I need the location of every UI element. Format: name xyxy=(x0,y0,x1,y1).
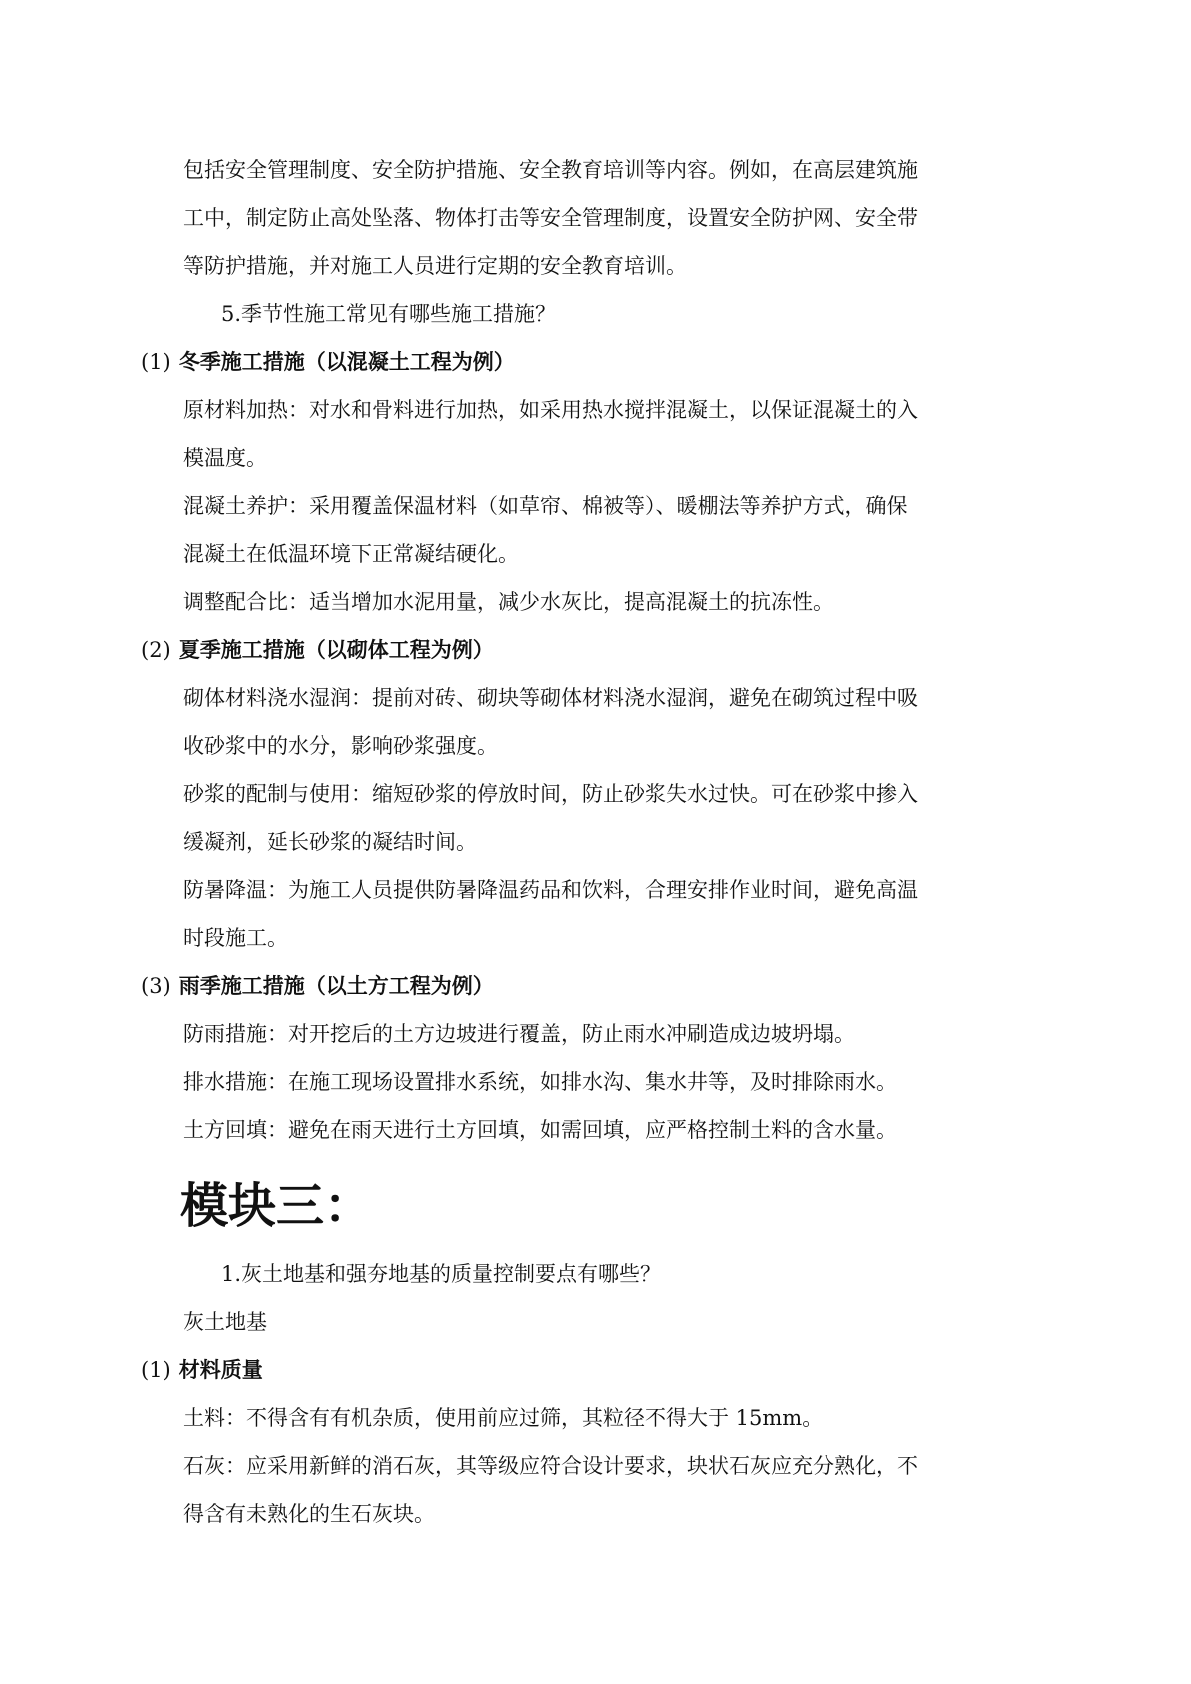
paragraph-line: 模温度。 xyxy=(183,446,267,470)
section-title: 材料质量 xyxy=(178,1358,263,1382)
paragraph-line: 排水措施：在施工现场设置排水系统，如排水沟、集水井等，及时排除雨水。 xyxy=(183,1070,897,1094)
paragraph-line: 时段施工。 xyxy=(183,926,288,950)
paragraph-line: 砂浆的配制与使用：缩短砂浆的停放时间，防止砂浆失水过快。可在砂浆中掺入 xyxy=(183,782,918,806)
paragraph-line: 收砂浆中的水分，影响砂浆强度。 xyxy=(183,734,498,758)
section-number: (1) xyxy=(141,350,171,374)
paragraph-line: 工中，制定防止高处坠落、物体打击等安全管理制度，设置安全防护网、安全带 xyxy=(183,206,918,230)
paragraph-line: 原材料加热：对水和骨料进行加热，如采用热水搅拌混凝土，以保证混凝土的入 xyxy=(183,398,918,422)
paragraph-line: 混凝土养护：采用覆盖保温材料（如草帘、棉被等）、暖棚法等养护方式，确保 xyxy=(183,494,908,518)
section-number: (3) xyxy=(141,974,171,998)
module-heading: 模块三： xyxy=(180,1178,373,1234)
section-title: 冬季施工措施（以混凝土工程为例） xyxy=(178,350,515,374)
section-heading xyxy=(141,971,494,1001)
paragraph-line: 石灰：应采用新鲜的消石灰，其等级应符合设计要求，块状石灰应充分熟化，不 xyxy=(183,1454,918,1478)
paragraph-line: 防雨措施：对开挖后的土方边坡进行覆盖，防止雨水冲刷造成边坡坍塌。 xyxy=(183,1022,855,1046)
paragraph-line: 砌体材料浇水湿润：提前对砖、砌块等砌体材料浇水湿润，避免在砌筑过程中吸 xyxy=(183,686,918,710)
question-heading: 1.灰土地基和强夯地基的质量控制要点有哪些？ xyxy=(221,1262,662,1286)
section-heading xyxy=(141,347,515,377)
section-title: 夏季施工措施（以砌体工程为例） xyxy=(178,638,494,662)
paragraph-line: 土方回填：避免在雨天进行土方回填，如需回填，应严格控制土料的含水量。 xyxy=(183,1118,897,1142)
paragraph-line: 包括安全管理制度、安全防护措施、安全教育培训等内容。例如，在高层建筑施 xyxy=(183,158,918,182)
paragraph-line: 调整配合比：适当增加水泥用量，减少水灰比，提高混凝土的抗冻性。 xyxy=(183,590,834,614)
paragraph-line: 防暑降温：为施工人员提供防暑降温药品和饮料，合理安排作业时间，避免高温 xyxy=(183,878,918,902)
paragraph-line: 缓凝剂，延长砂浆的凝结时间。 xyxy=(183,830,477,854)
paragraph-line: 混凝土在低温环境下正常凝结硬化。 xyxy=(183,542,519,566)
section-heading xyxy=(141,1355,263,1385)
paragraph-line: 得含有未熟化的生石灰块。 xyxy=(183,1502,435,1526)
section-heading xyxy=(141,635,494,665)
paragraph-line: 土料：不得含有有机杂质，使用前应过筛，其粒径不得大于 15mm。 xyxy=(183,1406,824,1430)
paragraph-line: 等防护措施，并对施工人员进行定期的安全教育培训。 xyxy=(183,254,687,278)
question-heading: 5.季节性施工常见有哪些施工措施？ xyxy=(221,302,557,326)
section-number: (1) xyxy=(141,1358,171,1382)
section-number: (2) xyxy=(141,638,171,662)
section-title: 雨季施工措施（以土方工程为例） xyxy=(178,974,494,998)
paragraph-line: 灰土地基 xyxy=(183,1310,267,1334)
